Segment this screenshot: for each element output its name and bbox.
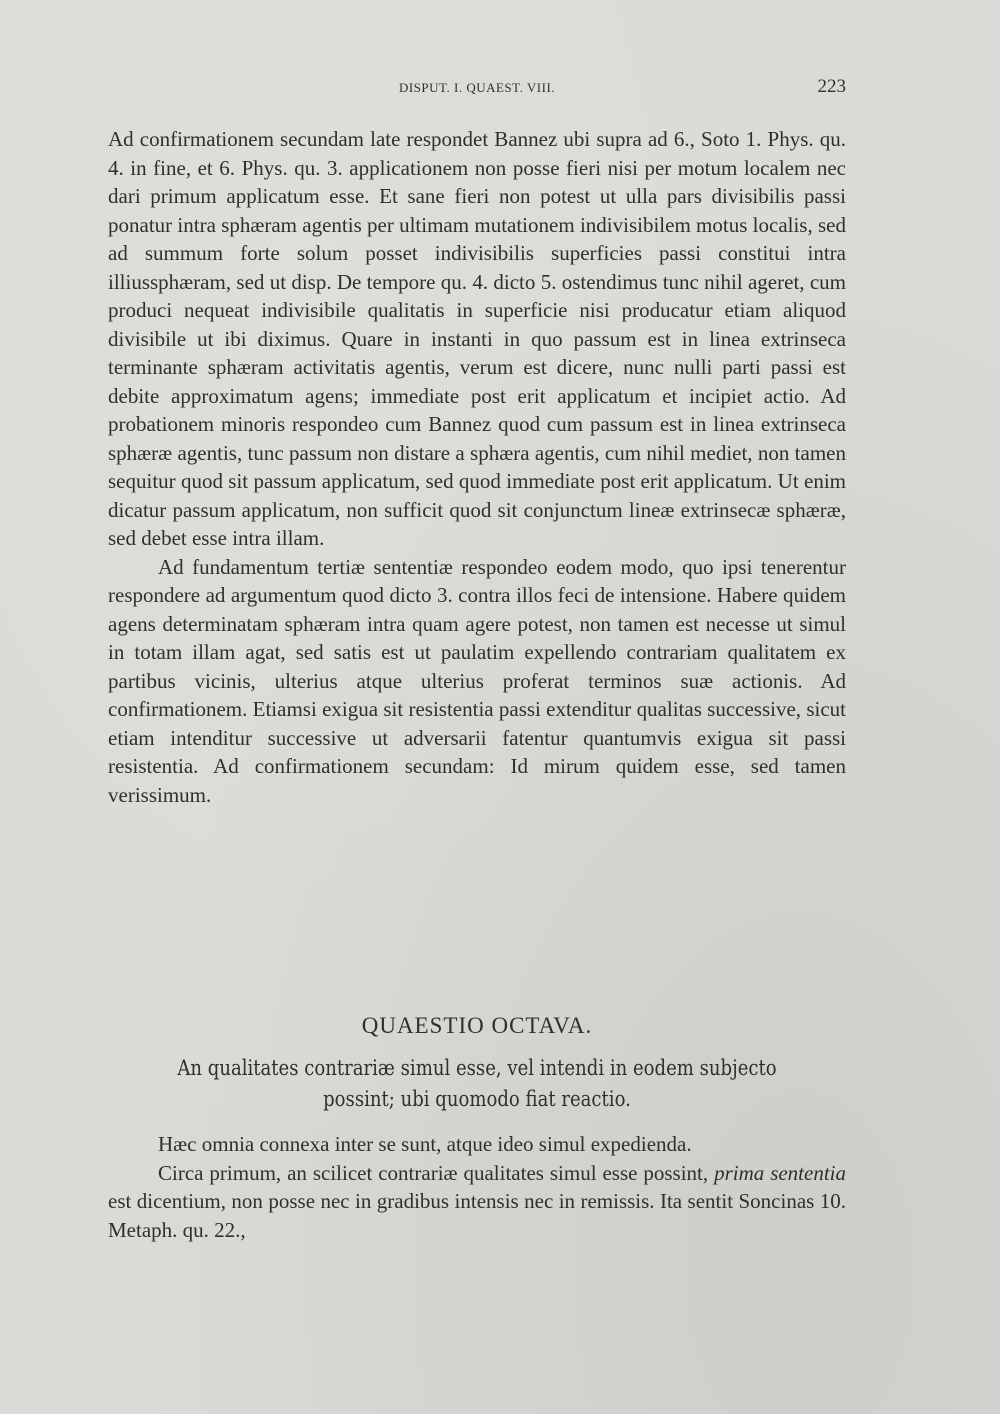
- prima-sententia-italic: prima sententia: [714, 1160, 847, 1185]
- paragraph-haec-omnia: Hæc omnia connexa inter se sunt, atque ideo simul expedienda.: [158, 1132, 692, 1156]
- page-header: [108, 76, 846, 100]
- running-head: DISPUT. I. QUAEST. VIII.: [398, 80, 556, 95]
- paragraph-circa-primum: [108, 1159, 846, 1245]
- main-text: [108, 125, 846, 809]
- circa-primum-text-b: est dicentium, non posse nec in gradibus intensis nec in remissis. Ita sentit Soncinas 10. Metaph. qu. 22.,: [108, 1189, 846, 1242]
- paragraph-fundamentum: Ad fundamentum tertiæ sententiæ respondeo eodem modo, quo ipsi tenerentur respondere ad argumentum quod dicto 3. contra illos feci de intensione. Habere quidem agens determinatam sphæram intra quam agere potest, non tamen est necesse ut simul in totam illam agat, sed satis est ut paulatim expellendo contrariam qualitatem ex partibus vicinis, ulterius atque ulterius proferat terminos suæ actionis. Ad confirmationem. Etiamsi exigua sit resistentia passi extenditur qualitas successive, sicut etiam intenditur successive ut adversarii fatentur quantumvis exigua sit passi resistentia. Ad confirmationem secundam: Id mirum quidem esse, sed tamen verissimum.: [108, 554, 846, 807]
- quaestio-title: QUAESTIO OCTAVA.: [361, 1013, 593, 1038]
- quaestio-subtitle: [160, 1053, 795, 1115]
- paragraph-confirmationem: Ad confirmationem secundam late respondet Bannez ubi supra ad 6., Soto 1. Phys. qu. 4. in fine, et 6. Phys. qu. 3. applicationem non posse fieri nisi per motum localem nec dari primum applicatum esse. Et sane fieri non potest ut ulla pars divisibilis passi ponatur intra sphæram agentis per ultimam mutationem indivisibilem motus localis, sed ad summum forte solum posset indivisibilis superficies passi constitui intra illiussphæram, sed ut disp. De tempore qu. 4. dicto 5. ostendimus tunc nihil ageret, cum produci nequeat indivisibile qualitatis in superficie nisi producatur etiam aliquod divisibile ut ibi diximus. Quare in instanti in quo passum est in linea extrinseca terminante sphæram activitatis agentis, verum est dicere, nunc nulli parti passi est debite approximatum agens; immediate post erit applicatum et incipiet actio. Ad probationem minoris respondeo cum Bannez quod cum passum est in linea extrinseca sphæræ agentis, tunc passum non distare a sphæra agentis, cum nihil mediet, non tamen sequitur quod sit passum applicatum, sed quod immediate post erit applicatum. Ut enim dicatur passum applicatum, non sufficit quod sit conjunctum lineæ extrinsecæ sphæræ, sed debet esse intra illam.: [108, 127, 846, 550]
- subtitle-line-2: possint; ubi quomodo fiat reactio.: [323, 1087, 631, 1111]
- circa-primum-text-a: Circa primum, an scilicet contrariæ qualitates simul esse possint,: [158, 1160, 709, 1185]
- subtitle-line-1: An qualitates contrariæ simul esse, vel intendi in eodem subjecto: [177, 1056, 777, 1080]
- quaestio-text: [108, 1130, 846, 1244]
- page-number: 223: [817, 76, 846, 97]
